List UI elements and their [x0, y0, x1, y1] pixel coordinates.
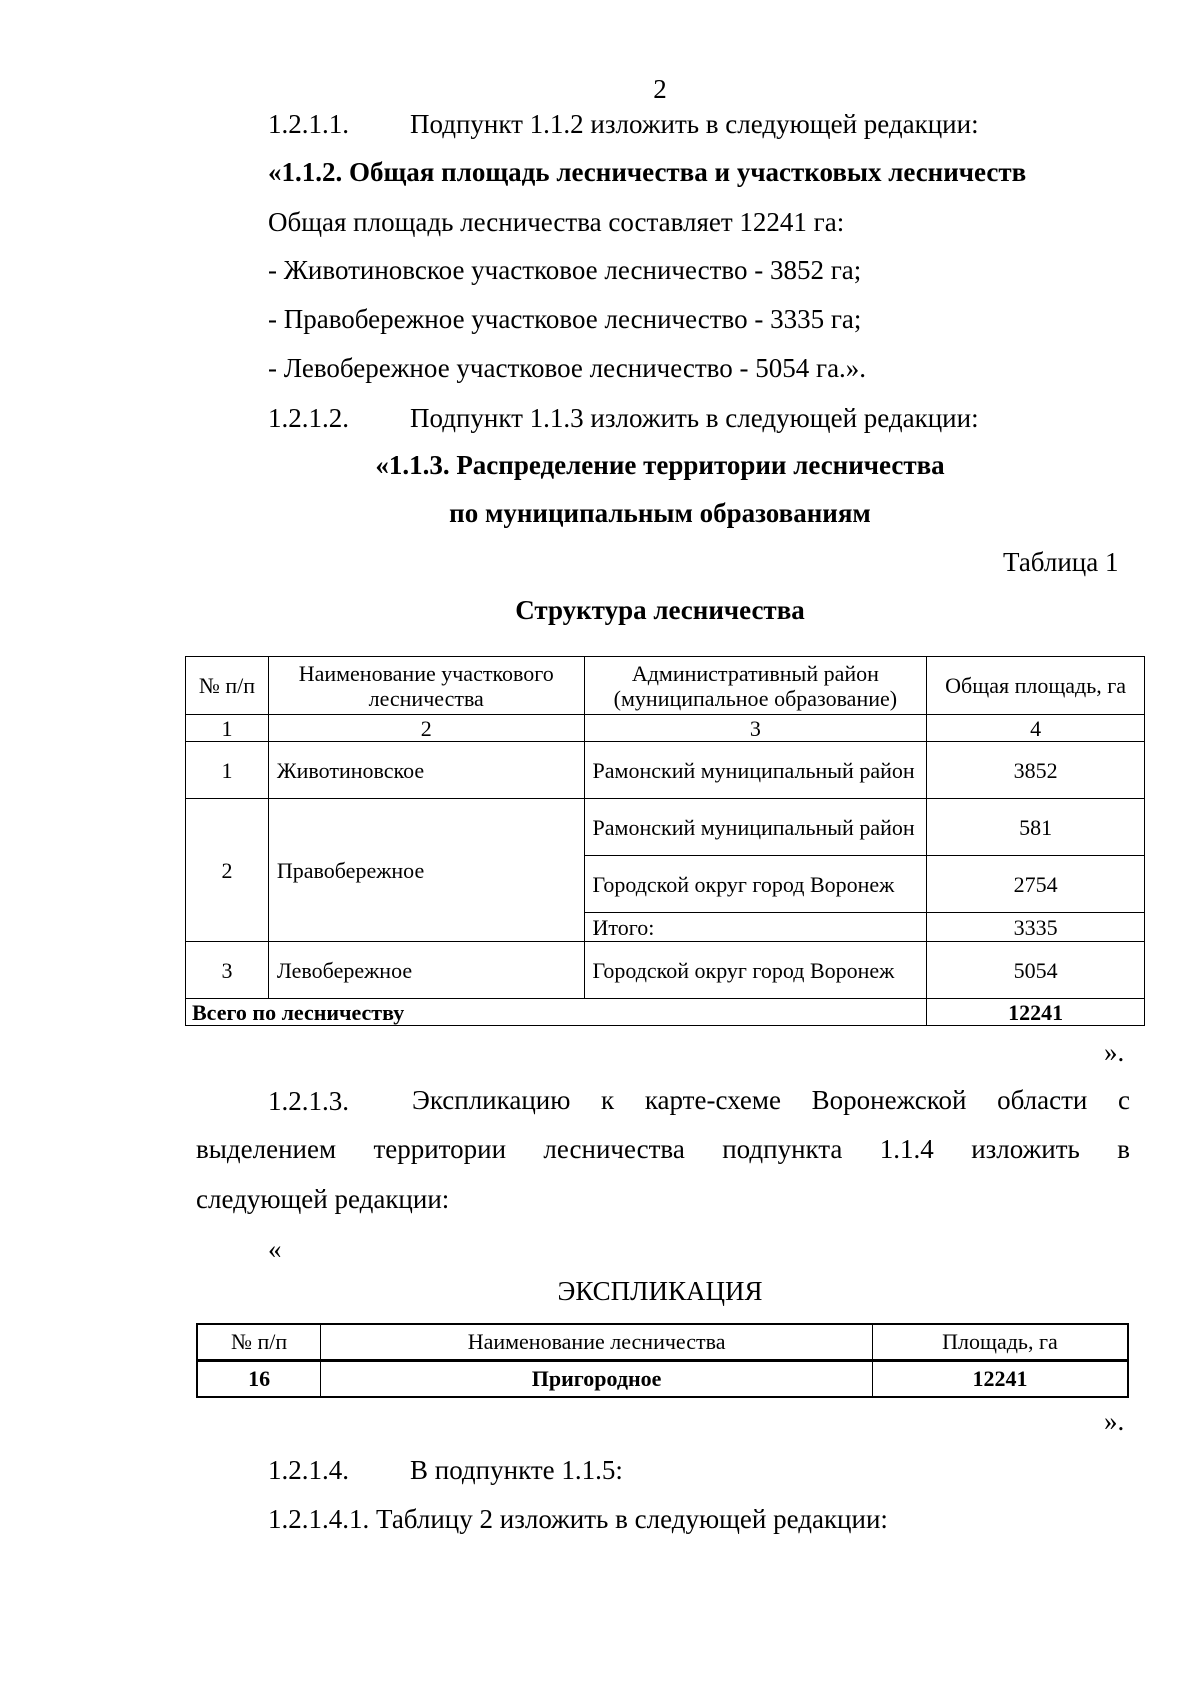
paragraph-line [196, 1134, 1130, 1165]
section-heading-1-1-3-line2: по муниципальным образованиям [449, 498, 871, 528]
word: лесничества [543, 1134, 685, 1164]
list-item: - Животиновское участковое лесничество - 3852 га; [268, 255, 862, 285]
column-number: 1 [186, 715, 269, 742]
column-number: 2 [268, 715, 584, 742]
word: с [1117, 1085, 1130, 1115]
closing-quote: ». [1104, 1406, 1125, 1436]
total-area-text: Общая площадь лесничества составляет 12241 га: [268, 207, 845, 237]
paragraph-text: Подпункт 1.1.3 изложить в следующей редакции: [410, 403, 979, 433]
column-number-row [186, 715, 1145, 742]
word: Экспликацию [412, 1085, 571, 1115]
paragraph-text: В подпункте 1.1.5: [410, 1455, 623, 1485]
table-label: Таблица 1 [1003, 547, 1119, 577]
total-row [186, 999, 1145, 1026]
forestry-name: Пригородное [321, 1361, 873, 1398]
paragraph-number: 1.2.1.3. [268, 1086, 349, 1116]
district: Городской округ город Воронеж [584, 856, 927, 913]
paragraph-number: 1.2.1.4. [268, 1455, 349, 1485]
row-number: 16 [197, 1361, 321, 1398]
word: территории [373, 1134, 507, 1164]
paragraph-line: следующей редакции: [196, 1184, 450, 1214]
header-cell: Площадь, га [872, 1324, 1128, 1361]
word: к [601, 1085, 615, 1115]
word: подпункта [722, 1134, 843, 1164]
word: карте-схеме [644, 1085, 781, 1115]
opening-quote: « [268, 1234, 282, 1264]
header-cell: Наименование участкового лесничества [268, 657, 584, 715]
explication-title: ЭКСПЛИКАЦИЯ [557, 1276, 763, 1306]
total-value: 12241 [927, 999, 1145, 1026]
table-row [186, 742, 1145, 799]
area-value: 5054 [927, 942, 1145, 999]
forestry-name: Левобережное [268, 942, 584, 999]
row-number: 3 [186, 942, 269, 999]
word: области [997, 1085, 1088, 1115]
table-title: Структура лесничества [515, 595, 805, 625]
area-value: 12241 [872, 1361, 1128, 1398]
paragraph-number: 1.2.1.2. [268, 403, 349, 433]
header-cell: № п/п [186, 657, 269, 715]
forestry-name: Животиновское [268, 742, 584, 799]
total-label: Всего по лесничеству [186, 999, 927, 1026]
word: изложить [971, 1134, 1080, 1164]
word: выделением [196, 1134, 337, 1164]
header-cell: Общая площадь, га [927, 657, 1145, 715]
header-cell: Наименование лесничества [321, 1324, 873, 1361]
header-cell: Административный район (муниципальное образование) [584, 657, 927, 715]
explication-table [196, 1323, 1129, 1398]
table-row [186, 799, 1145, 856]
paragraph-text: Подпункт 1.1.2 изложить в следующей редакции: [410, 109, 979, 139]
forestry-structure-table [185, 656, 1145, 1026]
list-item: - Левобережное участковое лесничество - 5054 га.». [268, 353, 867, 383]
district: Городской округ город Воронеж [584, 942, 927, 999]
header-cell: № п/п [197, 1324, 321, 1361]
row-number: 2 [186, 799, 269, 942]
paragraph-number: 1.2.1.1. [268, 109, 349, 139]
section-heading-1-1-2: «1.1.2. Общая площадь лесничества и участковых лесничеств [268, 157, 1027, 187]
forestry-name: Правобережное [268, 799, 584, 942]
district: Рамонский муниципальный район [584, 742, 927, 799]
word: 1.1.4 [879, 1134, 934, 1164]
column-number: 3 [584, 715, 927, 742]
row-number: 1 [186, 742, 269, 799]
subtotal-value: 3335 [927, 913, 1145, 942]
area-value: 581 [927, 799, 1145, 856]
paragraph-line [412, 1085, 1130, 1116]
closing-quote: ». [1104, 1037, 1125, 1067]
table-header-row [197, 1324, 1128, 1361]
column-number: 4 [927, 715, 1145, 742]
word: в [1117, 1134, 1130, 1164]
table-header-row [186, 657, 1145, 715]
table-row [197, 1361, 1128, 1398]
paragraph-text: 1.2.1.4.1. Таблицу 2 изложить в следующей редакции: [268, 1504, 888, 1534]
page-number: 2 [653, 74, 667, 104]
section-heading-1-1-3-line1: «1.1.3. Распределение территории лесничества [375, 450, 945, 480]
table-row [186, 942, 1145, 999]
district: Рамонский муниципальный район [584, 799, 927, 856]
list-item: - Правобережное участковое лесничество - 3335 га; [268, 304, 862, 334]
area-value: 3852 [927, 742, 1145, 799]
area-value: 2754 [927, 856, 1145, 913]
word: Воронежской [811, 1085, 967, 1115]
subtotal-label: Итого: [584, 913, 927, 942]
